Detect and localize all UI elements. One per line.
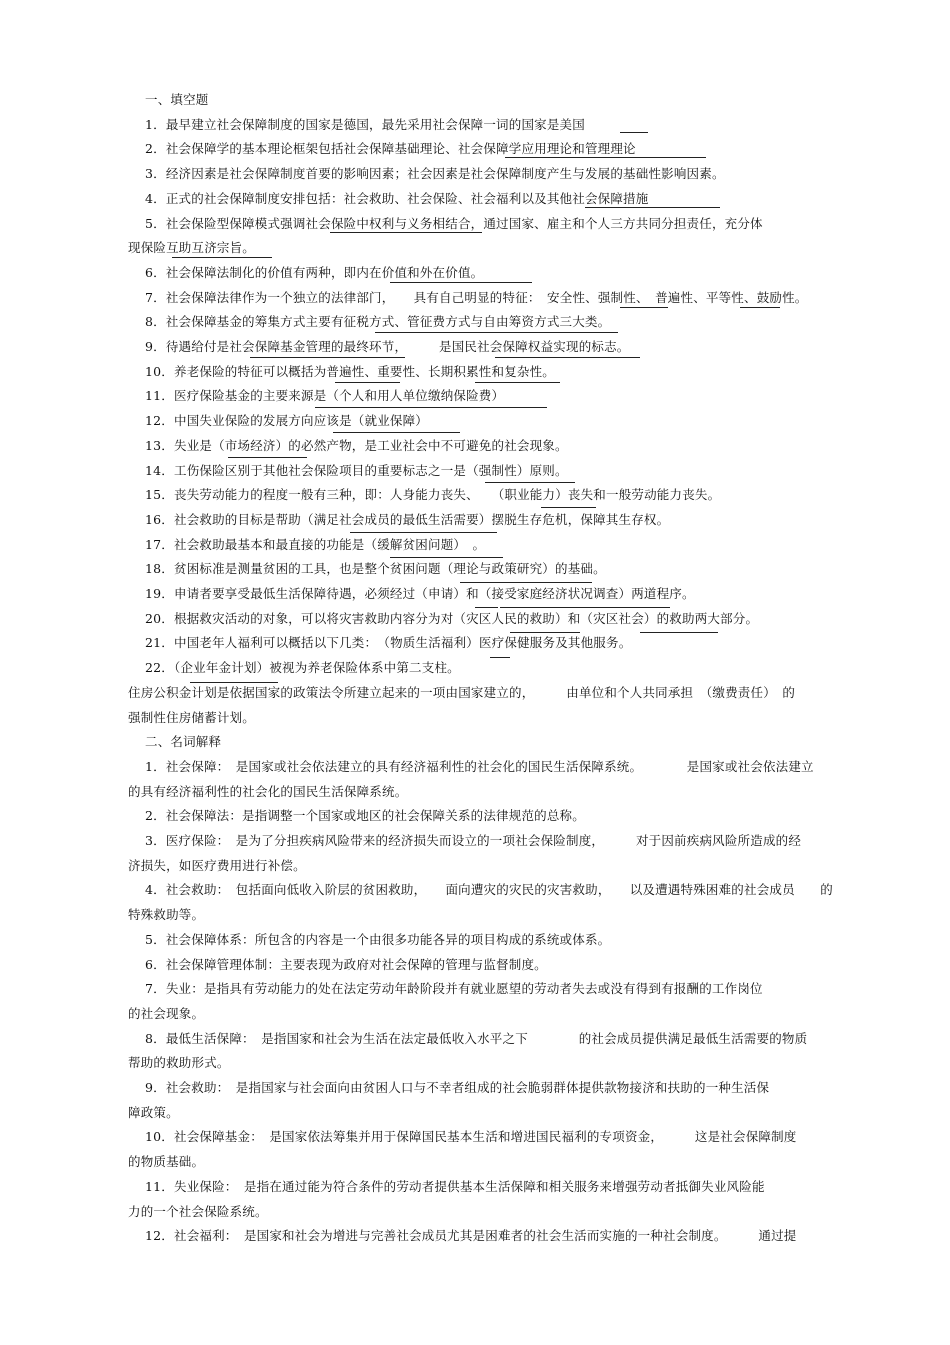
answer-underline: [585, 207, 720, 208]
answer-underline: [460, 582, 592, 583]
question-line: 7．失业：是指具有劳动能力的处在法定劳动年龄阶段并有就业愿望的劳动者失去或没有得到有报酬的工作岗位: [145, 981, 763, 997]
question-line: 5．社会保障体系：所包含的内容是一个由很多功能各异的项目构成的系统或体系。: [145, 931, 611, 947]
question-line: 1．最早建立社会保障制度的国家是德国，最先采用社会保障一词的国家是美国: [145, 116, 585, 132]
answer-underline: [500, 607, 670, 608]
question-line: 22．（企业年金计划）被视为养老保险体系中第二支柱。: [145, 660, 460, 676]
continuation-line: 障政策。: [128, 1104, 179, 1120]
answer-underline: [350, 532, 497, 533]
answer-underline: [505, 157, 650, 158]
continuation-line: 济损失，如医疗费用进行补偿。: [128, 857, 306, 873]
section-heading: 一、填空题: [145, 92, 209, 107]
continuation-line: 帮助的救助形式。: [128, 1055, 230, 1071]
question-line: 12．社会福利： 是国家和社会为增进与完善社会成员尤其是困难者的社会生活而实施的一种社会制度。 通过提: [145, 1228, 797, 1244]
continuation-line: 的具有经济福利性的社会化的国民生活保障系统。: [128, 783, 408, 799]
continuation-line: 现保险互助互济宗旨。: [128, 240, 256, 256]
answer-underline: [172, 257, 272, 258]
question-line: 2．社会保障学的基本理论框架包括社会保障基础理论、社会保障学应用理论和管理理论: [145, 141, 636, 157]
answer-underline: [740, 307, 780, 308]
question-line: 14．工伤保险区别于其他社会保险项目的重要标志之一是（强制性）原则。: [145, 462, 568, 478]
answer-underline: [390, 282, 532, 283]
answer-underline: [413, 332, 618, 333]
continuation-line: 强制性住房储蓄计划。: [128, 709, 256, 725]
answer-underline: [650, 157, 706, 158]
answer-underline: [495, 357, 640, 358]
answer-underline: [490, 657, 510, 658]
answer-underline: [335, 382, 400, 383]
answer-underline: [228, 457, 307, 458]
question-line: 11．医疗保险基金的主要来源是（个人和用人单位缴纳保险费）: [145, 388, 505, 404]
answer-underline: [475, 607, 498, 608]
question-line: 15．丧失劳动能力的程度一般有三种，即：人身能力丧失、 （职业能力）丧失和一般劳动能力丧失。: [145, 487, 721, 503]
question-line: 8．最低生活保障： 是指国家和社会为生活在法定最低收入水平之下 的社会成员提供满足最低生活需要的物质: [145, 1030, 808, 1046]
question-line: 1．社会保障： 是国家或社会依法建立的具有经济福利性的社会化的国民生活保障系统。 是国家或社会依法建立: [145, 758, 814, 774]
question-line: 16．社会救助的目标是帮助（满足社会成员的最低生活需要）摆脱生存危机，保障其生存权。: [145, 511, 670, 527]
continuation-line: 的社会现象。: [128, 1005, 205, 1021]
question-line: 13．失业是（市场经济）的必然产物，是工业社会中不可避免的社会现象。: [145, 437, 568, 453]
question-line: 10．社会保障基金： 是国家依法筹集并用于保障国民基本生活和增进国民福利的专项资金， 这是社会保障制度: [145, 1129, 797, 1145]
question-line: 4．正式的社会保障制度安排包括：社会救助、社会保险、社会福利以及其他社会保障措施: [145, 190, 649, 206]
question-line: 18．贫困标准是测量贫困的工具，也是整个贫困问题（理论与政策研究）的基础。: [145, 561, 606, 577]
continuation-line: 住房公积金计划是依据国家的政策法令所建立起来的一项由国家建立的， 由单位和个人共同承担 （缴费责任） 的: [128, 684, 796, 700]
question-line: 3．经济因素是社会保障制度首要的影响因素；社会因素是社会保障制度产生与发展的基础性影响因素。: [145, 166, 725, 182]
continuation-line: 的物质基础。: [128, 1154, 205, 1170]
answer-underline: [510, 632, 580, 633]
answer-underline: [333, 432, 460, 433]
question-line: 9．社会救助： 是指国家与社会面向由贫困人口与不幸者组成的社会脆弱群体提供款物接济和扶助的一种生活保: [145, 1080, 770, 1095]
answer-underline: [190, 682, 278, 683]
question-line: 20．根据救灾活动的对象，可以将灾害救助内容分为对（灾区人民的救助）和（灾区社会）的救助两大部分。: [145, 610, 759, 626]
answer-underline: [250, 357, 405, 358]
answer-underline: [330, 232, 482, 233]
answer-underline: [485, 482, 575, 483]
question-line: 2．社会保障法：是指调整一个国家或地区的社会保障关系的法律规范的总称。: [145, 808, 585, 824]
answer-underline: [390, 557, 503, 558]
question-line: 8．社会保障基金的筹集方式主要有征税方式、管征费方式与自由筹资方式三大类。: [145, 314, 611, 330]
question-line: 19．申请者要享受最低生活保障待遇，必须经过（申请）和（接受家庭经济状况调查）两道程序。: [145, 586, 695, 601]
question-line: 3．医疗保险： 是为了分担疾病风险带来的经济损失而设立的一项社会保险制度， 对于因前疾病风险所造成的经: [145, 833, 802, 848]
continuation-line: 特殊救助等。: [128, 907, 205, 923]
answer-underline: [475, 382, 560, 383]
question-line: 4．社会救助： 包括面向低收入阶层的贫困救助， 面向遭灾的灾民的灾害救助， 以及遭遇特殊困难的社会成员 的: [145, 882, 833, 898]
section-heading: 二、名词解释: [145, 734, 222, 750]
question-line: 11．失业保险： 是指在通过能为符合条件的劳动者提供基本生活保障和相关服务来增强劳动者抵御失业风险能: [145, 1178, 765, 1194]
answer-underline: [620, 132, 648, 133]
question-line: 9．待遇给付是社会保障基金管理的最终环节， 是国民社会保障权益实现的标志。: [145, 339, 630, 354]
question-line: 6．社会保障法制化的价值有两种，即内在价值和外在价值。: [145, 264, 484, 280]
question-line: 21．中国老年人福利可以概括以下几类： （物质生活福利）医疗保健服务及其他服务。: [145, 635, 632, 651]
answer-underline: [620, 307, 668, 308]
answer-underline: [541, 507, 596, 508]
question-line: 12．中国失业保险的发展方向应该是（就业保障）: [145, 413, 429, 429]
answer-underline: [640, 632, 718, 633]
answer-underline: [315, 407, 547, 408]
question-line: 5．社会保险型保障模式强调社会保险中权利与义务相结合，通过国家、雇主和个人三方共同分担责任，充分体: [145, 215, 763, 231]
question-line: 17．社会救助最基本和最直接的功能是（缓解贫困问题） 。: [145, 536, 486, 552]
question-line: 10．养老保险的特征可以概括为普遍性、重要性、长期积累性和复杂性。: [145, 363, 556, 379]
continuation-line: 力的一个社会保险系统。: [128, 1203, 268, 1219]
question-line: 6．社会保障管理体制：主要表现为政府对社会保障的管理与监督制度。: [145, 956, 547, 972]
question-line: 7．社会保障法律作为一个独立的法律部门， 具有自己明显的特征： 安全性、强制性、 普遍性、平等性、鼓励性。: [145, 289, 808, 305]
